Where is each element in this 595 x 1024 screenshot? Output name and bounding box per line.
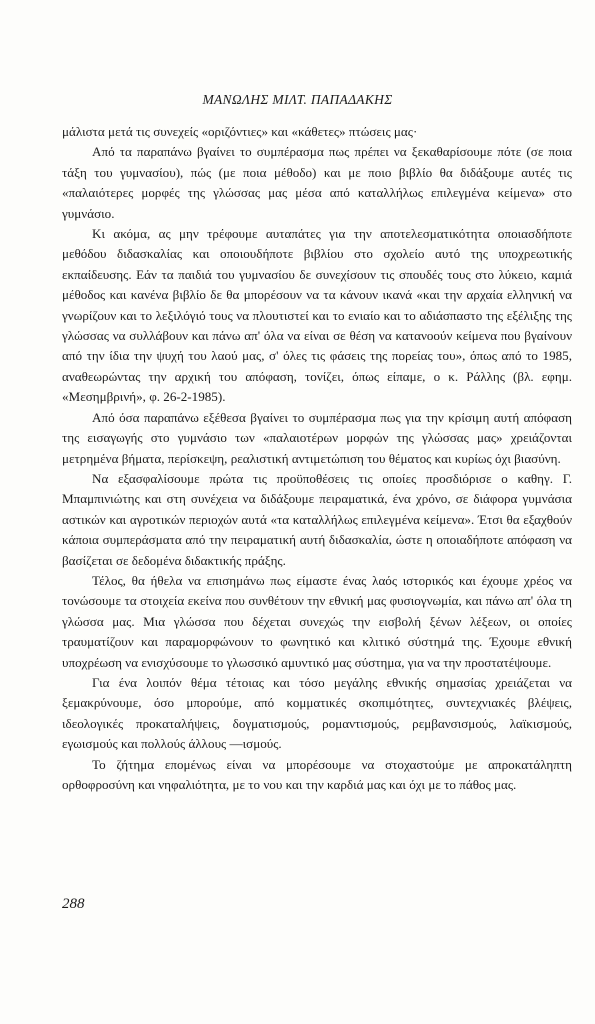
paragraph-5: Να εξασφαλίσουμε πρώτα τις προϋποθέσεις τις οποίες προσδιόρισε ο καθηγ. Γ. Μπαμπινιώτης και στη συνέχεια να διδάξουμε πειραματικά, ένα χρόνο, σε διάφορα γυμνάσια αστικών και αγροτικών περιοχών αυτά «τα καταλλήλως επιλεγμένα κείμενα». Έτσι θα εξαχθούν κάποια συμπεράσματα από την πειραματική αυτή διδασκαλία, ώστε η οποιαδήποτε απόφαση να βασίζεται σε δεδομένα διδακτικής πράξης.: [62, 470, 572, 568]
paragraph-4: Από όσα παραπάνω εξέθεσα βγαίνει το συμπέρασμα πως για την κρίσιμη αυτή απόφαση της εισαγωγής στο γυμνάσιο των «παλαιοτέρων μορφών της γλώσσας μας» χρειάζονται μετρημένα βήματα, περίσκεψη, ρεαλιστική αντιμετώπιση του θέματος και κυρίως όχι βιασύνη.: [62, 409, 572, 466]
paragraph-2: Από τα παραπάνω βγαίνει το συμπέρασμα πως πρέπει να ξεκαθαρίσουμε πότε (σε ποια τάξη του γυμνασίου), πώς (με ποια μέθοδο) και με ποιο βιβλίο θα διδάξουμε αυτές τις «παλαιότερες μορφές της γλώσσας μας μέσα από καταλλήλως επιλεγμένα κείμενα» στο γυμνάσιο.: [62, 144, 572, 221]
body-text: [62, 122, 572, 795]
paragraph-3: Κι ακόμα, ας μην τρέφουμε αυταπάτες για την αποτελεσματικότητα οποιασδήποτε μεθόδου διδασκαλίας και οποιουδήποτε βιβλίου στο σχολείο αυτό της υποχρεωτικής εκπαίδευσης. Εάν τα παιδιά του γυμνασίου δε συνεχίσουν τις σπουδές τους στο λύκειο, καμιά μέθοδος και κανένα βιβλίο δε θα μπορέσουν να τα κάνουν ικανά «και την αρχαία ελληνική να γνωρίζουν και το λεξιλόγιό τους να πλουτιστεί και το ενιαίο και το αδιάσπαστο της εξέλιξης της γλώσσας να συλλάβουν και πάνω απ' όλα να είναι σε θέση να κατανοούν κείμενα που βγαίνουν από την ίδια την ψυχή του λαού μας, σ' όλες τις φάσεις της πορείας του», όπως από το 1985, αναθεωρώντας την αρχική του απόφαση, τονίζει, όπως είπαμε, ο κ. Ράλλης (βλ. εφημ. «Μεσημβρινή», φ. 26-2-1985).: [62, 226, 572, 405]
paragraph-7: Για ένα λοιπόν θέμα τέτοιας και τόσο μεγάλης εθνικής σημασίας χρειάζεται να ξεμακρύνουμε, όσο μπορούμε, από κομματικές σκοπιμότητες, συντεχνιακές βλέψεις, ιδεολογικές προκαταλήψεις, δογματισμούς, ρομαντισμούς, ρεμβανσισμούς, λαϊκισμούς, εγωισμούς και πολλούς άλλους —ισμούς.: [62, 674, 572, 752]
paragraph-1: μάλιστα μετά τις συνεχείς «οριζόντιες» και «κάθετες» πτώσεις μας·: [62, 124, 418, 139]
running-header: ΜΑΝΩΛΗΣ ΜΙΛΤ. ΠΑΠΑΔΑΚΗΣ: [202, 92, 393, 107]
paragraph-6: Τέλος, θα ήθελα να επισημάνω πως είμαστε ένας λαός ιστορικός και έχουμε χρέος να τονώσουμε τα στοιχεία εκείνα που συνθέτουν την εθνική μας φυσιογνωμία, και πάνω απ' όλα τη γλώσσα μας. Μια γλώσσα που δέχεται συνεχώς την εισβολή ξένων λέξεων, οι οποίες τραυματίζουν και παραμορφώνουν το φωνητικό και κλιτικό σύστημά της. Έχουμε εθνική υποχρέωση να ενισχύσουμε το γλωσσικό αμυντικό μας σύστημα, για να την προστατέψουμε.: [62, 572, 572, 670]
page-number: 288: [62, 896, 85, 912]
paragraph-8: Το ζήτημα επομένως είναι να μπορέσουμε να στοχαστούμε με απροκατάληπτη ορθοφροσύνη και νηφαλιότητα, με το νου και την καρδιά μας και όχι με το πάθος μας.: [62, 756, 572, 792]
